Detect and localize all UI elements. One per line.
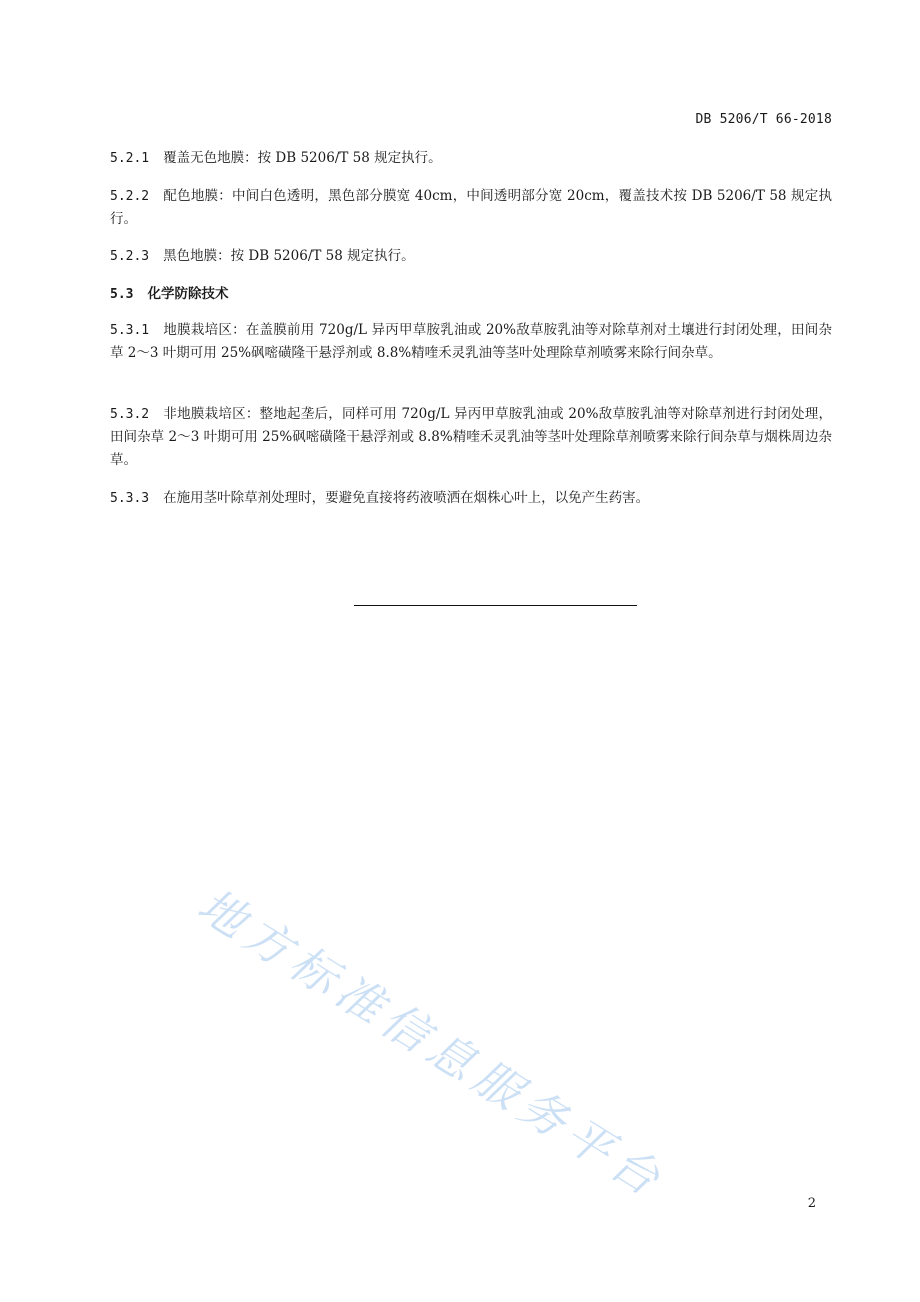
clause-number: 5.2.2 [110,189,150,204]
clause-5-3-3 [110,487,832,510]
clause-text: 覆盖无色地膜：按 DB 5206/T 58 规定执行。 [163,150,442,166]
clause-5-2-1 [110,147,832,170]
clause-text: 黑色地膜：按 DB 5206/T 58 规定执行。 [163,248,415,264]
end-of-document-rule [354,605,637,606]
clause-5-3-1 [110,319,832,365]
clause-text: 非地膜栽培区：整地起垄后，同样可用 720g/L 异丙甲草胺乳油或 20%敌草胺乳油等对除草剂进行封闭处理，田间杂草 2～3 叶期可用 25%砜嘧磺隆干悬浮剂或 8.8%精喹禾灵乳油等茎叶处理除草剂喷雾来除行间杂草与烟株周边杂草。 [110,406,832,468]
section-title: 化学防除技术 [147,286,229,302]
watermark: 地方标准信息服务平台 [188,877,676,1210]
clause-5-3-2 [110,403,832,472]
clause-number: 5.3.1 [110,323,150,338]
section-number: 5.3 [110,287,134,302]
clause-number: 5.2.3 [110,249,150,264]
clause-text: 地膜栽培区：在盖膜前用 720g/L 异丙甲草胺乳油或 20%敌草胺乳油等对除草剂对土壤进行封闭处理，田间杂草 2～3 叶期可用 25%砜嘧磺隆干悬浮剂或 8.8%精喹禾灵乳油等茎叶处理除草剂喷雾来除行间杂草。 [110,322,832,361]
clause-number: 5.2.1 [110,151,150,166]
page-number: 2 [807,1196,816,1211]
clause-number: 5.3.3 [110,491,150,506]
clause-text: 配色地膜：中间白色透明，黑色部分膜宽 40cm，中间透明部分宽 20cm，覆盖技术按 DB 5206/T 58 规定执行。 [110,188,832,227]
clause-5-2-3 [110,245,832,268]
document-code: DB 5206/T 66-2018 [695,112,832,127]
clause-text: 在施用茎叶除草剂处理时，要避免直接将药液喷洒在烟株心叶上，以免产生药害。 [163,490,650,506]
clause-number: 5.3.2 [110,407,150,422]
section-heading-5-3 [110,283,832,306]
clause-5-2-2 [110,185,832,231]
